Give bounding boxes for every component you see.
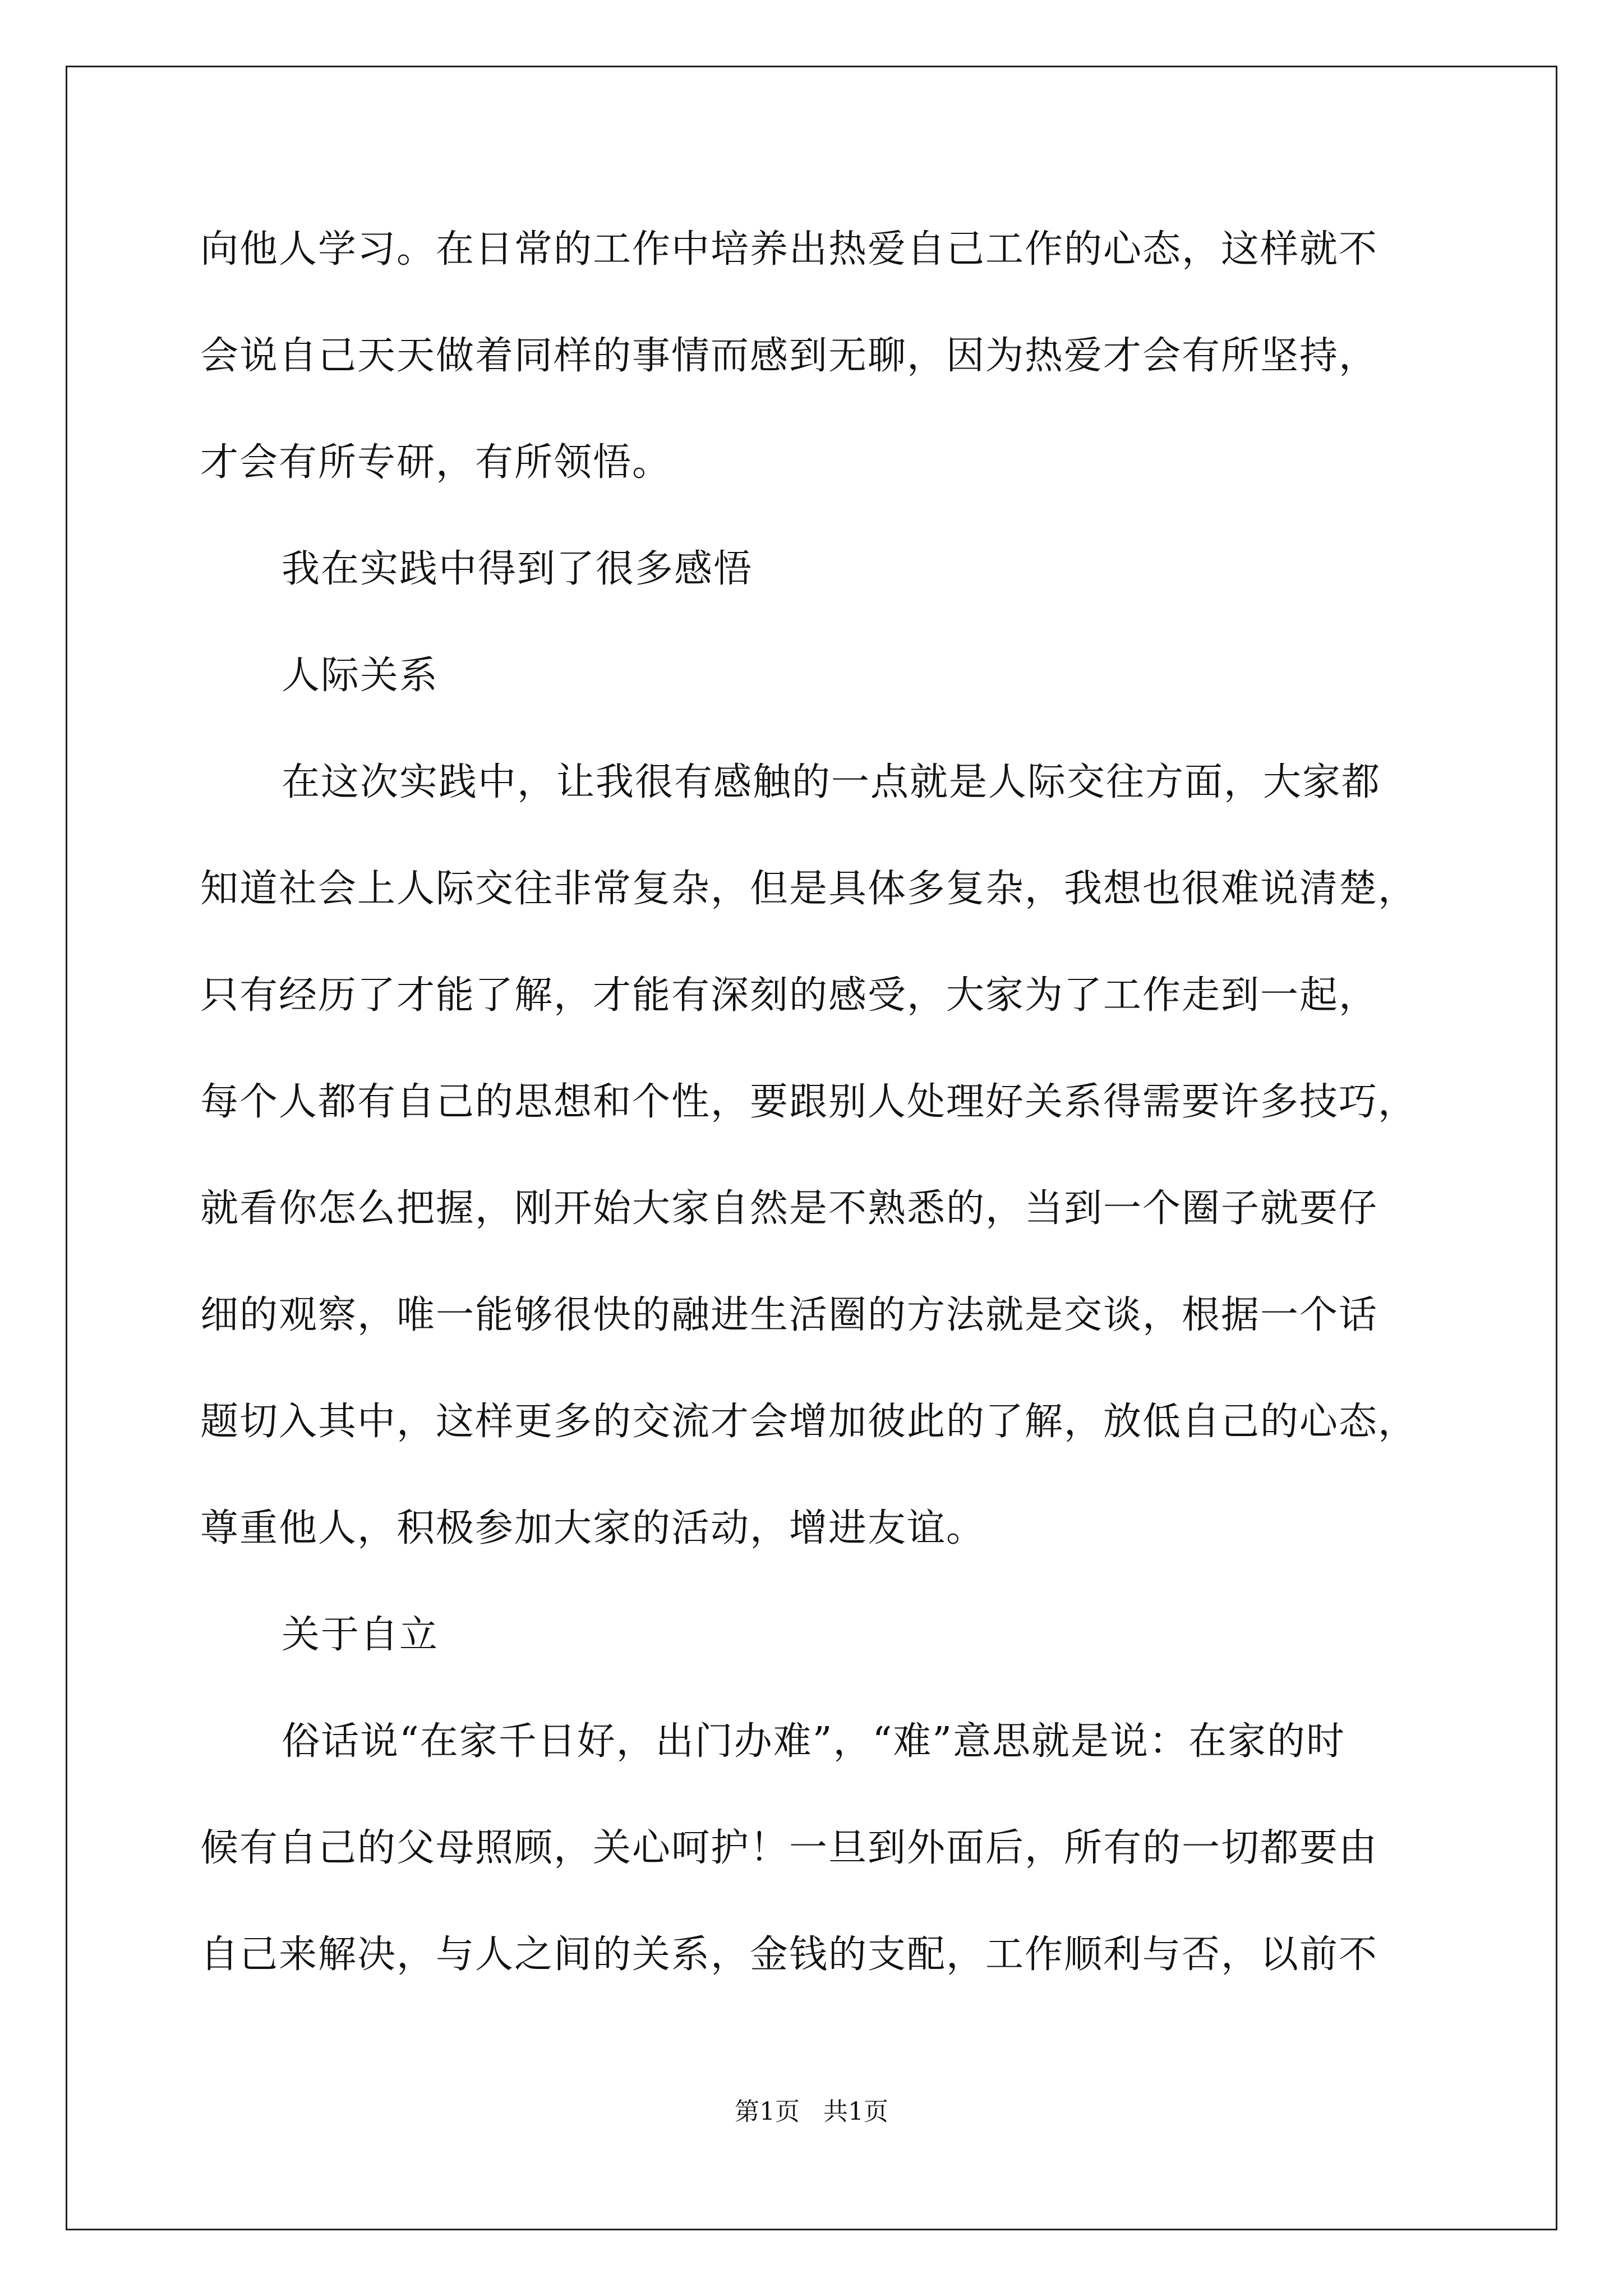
text-line: 我在实践中得到了很多感悟 [282, 547, 753, 591]
text-line: 向他人学习。在日常的工作中培养出热爱自己工作的心态，这样就不 [200, 227, 1378, 272]
section-heading: 人际关系 [282, 654, 439, 698]
text-line: 俗话说“在家千日好，出门办难”，“难”意思就是说：在家的时 [282, 1719, 1346, 1764]
text-line: 知道社会上人际交往非常复杂，但是具体多复杂，我想也很难说清楚， [200, 867, 1418, 911]
text-line: 只有经历了才能了解，才能有深刻的感受，大家为了工作走到一起， [200, 973, 1378, 1018]
text-line: 在这次实践中，让我很有感触的一点就是人际交往方面，大家都 [282, 760, 1381, 804]
page-footer: 第1页 共1页 [735, 2097, 888, 2126]
page-border [66, 66, 1557, 2230]
text-line: 才会有所专研，有所领悟。 [200, 440, 672, 485]
text-line: 自己来解决，与人之间的关系，金钱的支配，工作顺利与否，以前不 [200, 1932, 1378, 1977]
text-line: 候有自己的父母照顾，关心呵护！一旦到外面后，所有的一切都要由 [200, 1826, 1378, 1870]
section-heading: 关于自立 [282, 1613, 439, 1657]
text-line: 就看你怎么把握，刚开始大家自然是不熟悉的，当到一个圈子就要仔 [200, 1186, 1378, 1231]
text-line: 细的观察，唯一能够很快的融进生活圈的方法就是交谈，根据一个话 [200, 1293, 1378, 1337]
text-line: 题切入其中，这样更多的交流才会增加彼此的了解，放低自己的心态， [200, 1400, 1418, 1444]
text-line: 每个人都有自己的思想和个性，要跟别人处理好关系得需要许多技巧， [200, 1080, 1418, 1124]
text-line: 尊重他人，积极参加大家的活动，增进友谊。 [200, 1506, 986, 1550]
text-line: 会说自己天天做着同样的事情而感到无聊，因为热爱才会有所坚持， [200, 334, 1378, 378]
